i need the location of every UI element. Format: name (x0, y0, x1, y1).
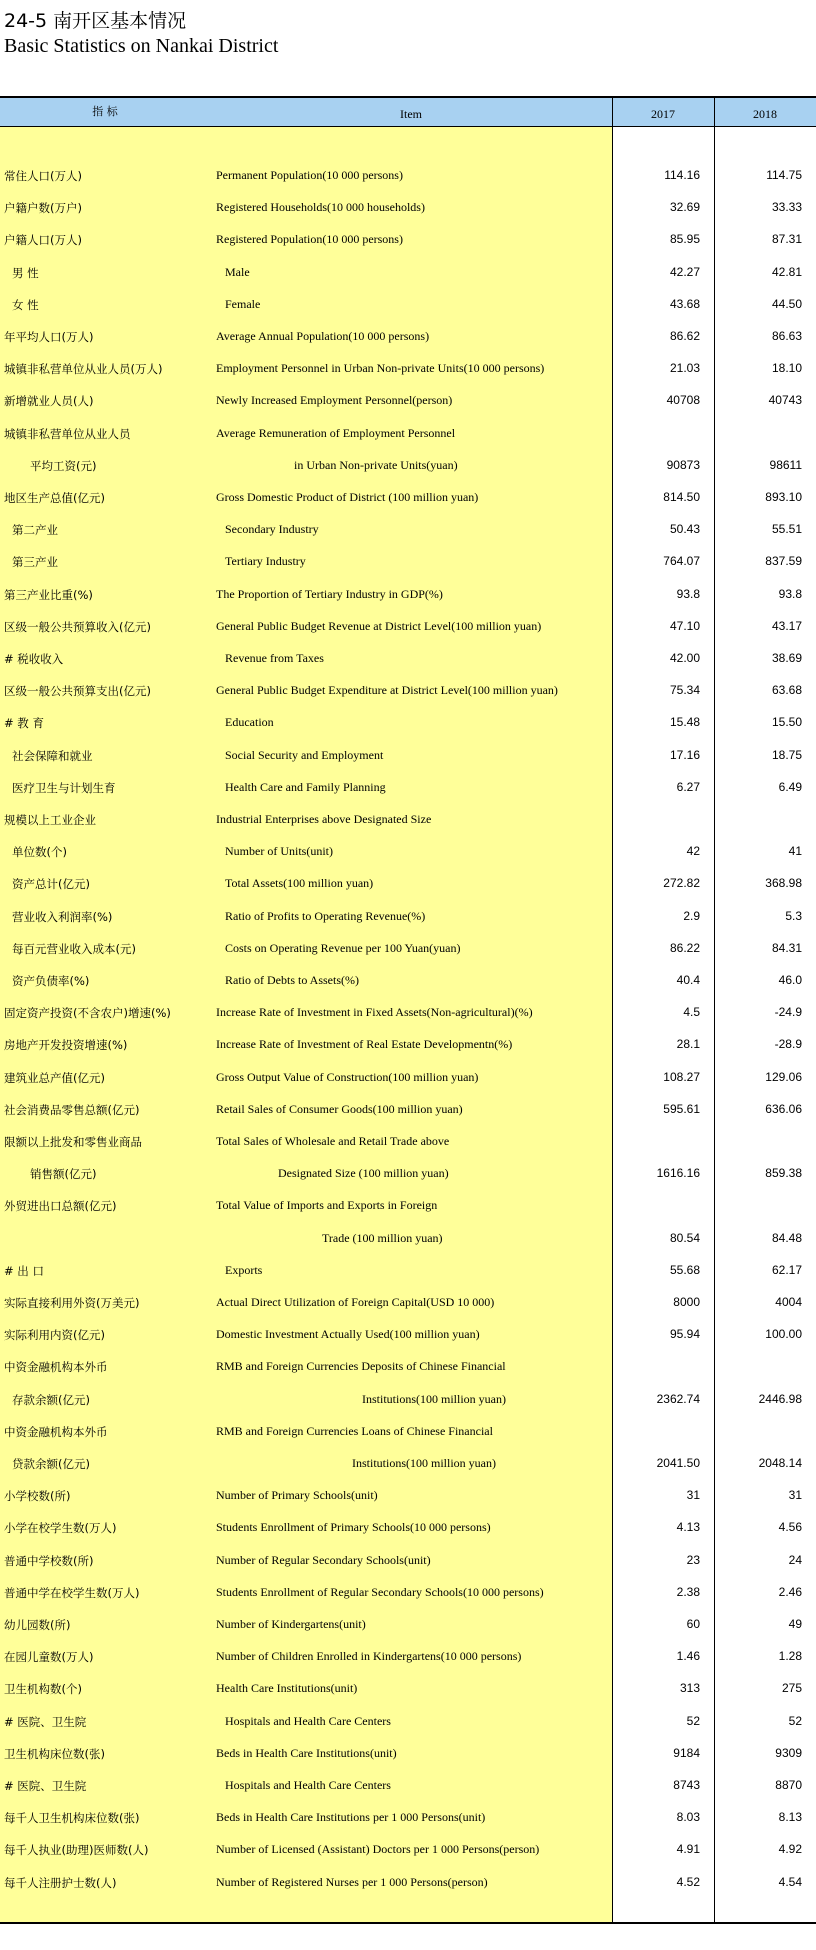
indicator-english: Male (225, 265, 250, 279)
table-row (0, 1647, 816, 1667)
value-2017: 1616.16 (656, 1166, 700, 1180)
indicator-english: Revenue from Taxes (225, 651, 324, 665)
indicator-chinese: 户籍户数(万户) (4, 201, 82, 215)
indicator-chinese: 小学在校学生数(万人) (4, 1521, 117, 1535)
indicator-chinese: 存款余额(亿元) (12, 1393, 90, 1407)
table-row (0, 1873, 816, 1893)
value-2018: 1.28 (778, 1649, 802, 1663)
value-2017: 47.10 (669, 619, 700, 633)
indicator-english: Industrial Enterprises above Designated Size (216, 812, 432, 826)
value-2017: 108.27 (663, 1070, 700, 1084)
value-2017: 85.95 (669, 232, 700, 246)
table-row (0, 1551, 816, 1571)
indicator-english: Ratio of Debts to Assets(%) (225, 973, 359, 987)
table-row (0, 166, 816, 186)
table-row (0, 1357, 816, 1377)
table-row (0, 810, 816, 830)
indicator-chinese: 单位数(个) (12, 845, 67, 859)
value-2018: 8.13 (778, 1810, 802, 1824)
value-2017: 80.54 (669, 1231, 700, 1245)
indicator-chinese: 每百元营业收入成本(元) (12, 942, 136, 956)
value-2017: 2041.50 (656, 1456, 700, 1470)
indicator-chinese: 新增就业人员(人) (4, 394, 94, 408)
value-2017: 50.43 (669, 522, 700, 536)
table-row (0, 1293, 816, 1313)
value-2017: 8.03 (676, 1810, 700, 1824)
indicator-chinese: 固定资产投资(不含农户)增速(%) (4, 1006, 171, 1020)
table-row (0, 327, 816, 347)
indicator-chinese: 年平均人口(万人) (4, 330, 94, 344)
indicator-chinese: # 税收收入 (4, 652, 64, 666)
indicator-english: Number of Kindergartens(unit) (216, 1617, 366, 1631)
indicator-chinese: 实际利用内资(亿元) (4, 1328, 105, 1342)
table-row (0, 1164, 816, 1184)
value-2018: 636.06 (765, 1102, 802, 1116)
indicator-english: Institutions(100 million yuan) (352, 1456, 496, 1470)
value-2018: 4.54 (778, 1875, 802, 1889)
value-2018: 93.8 (778, 587, 802, 601)
value-2018: 4.56 (778, 1520, 802, 1534)
indicator-english: Ratio of Profits to Operating Revenue(%) (225, 909, 426, 923)
value-2017: 814.50 (663, 490, 700, 504)
table-row (0, 230, 816, 250)
value-2018: 98611 (769, 458, 802, 472)
indicator-chinese: 房地产开发投资增速(%) (4, 1038, 128, 1052)
value-2018: 52 (788, 1714, 802, 1728)
value-2017: 75.34 (669, 683, 700, 697)
value-2017: 55.68 (669, 1263, 700, 1277)
value-2017: 43.68 (669, 297, 700, 311)
indicator-english: Hospitals and Health Care Centers (225, 1778, 391, 1792)
indicator-chinese: 地区生产总值(亿元) (4, 491, 105, 505)
table-row (0, 1518, 816, 1538)
table-header (0, 98, 816, 127)
indicator-english: Gross Output Value of Construction(100 million yuan) (216, 1070, 479, 1084)
indicator-english: Number of Licensed (Assistant) Doctors per 1 000 Persons(person) (216, 1842, 540, 1856)
value-2018: 62.17 (771, 1263, 802, 1277)
indicator-english: Tertiary Industry (225, 554, 306, 568)
table-row (0, 1390, 816, 1410)
value-2018: 46.0 (778, 973, 802, 987)
value-2018: 5.3 (785, 909, 802, 923)
indicator-chinese: 第二产业 (12, 523, 58, 537)
value-2017: 114.16 (664, 168, 700, 182)
value-2018: 100.00 (765, 1327, 802, 1341)
table-row (0, 552, 816, 572)
indicator-chinese: 区级一般公共预算支出(亿元) (4, 684, 151, 698)
indicator-chinese: 卫生机构数(个) (4, 1682, 82, 1696)
indicator-chinese: 中资金融机构本外币 (4, 1425, 108, 1439)
table-row (0, 907, 816, 927)
indicator-english: Total Sales of Wholesale and Retail Trade above (216, 1134, 450, 1148)
table-row (0, 585, 816, 605)
value-2018: 84.48 (771, 1231, 802, 1245)
table-row (0, 1776, 816, 1796)
indicator-english: Total Value of Imports and Exports in Foreign (216, 1198, 438, 1212)
value-2017: 2.38 (676, 1585, 700, 1599)
indicator-chinese: 资产总计(亿元) (12, 877, 90, 891)
table-title-chinese: 24-5 南开区基本情况 (4, 10, 187, 32)
indicator-chinese: 每千人注册护士数(人) (4, 1876, 117, 1890)
indicator-chinese: # 医院、卫生院 (4, 1715, 87, 1729)
value-2017: 86.22 (669, 941, 700, 955)
value-2017: 272.82 (663, 876, 700, 890)
value-2017: 42.00 (669, 651, 700, 665)
table-row (0, 778, 816, 798)
indicator-english: RMB and Foreign Currencies Deposits of Chinese Financial (216, 1359, 506, 1373)
indicator-chinese: # 出 口 (4, 1264, 44, 1278)
indicator-english: Average Remuneration of Employment Personnel (216, 426, 456, 440)
value-2017: 42.27 (669, 265, 700, 279)
table-row (0, 1261, 816, 1281)
indicator-english: Students Enrollment of Primary Schools(10 000 persons) (216, 1520, 491, 1534)
indicator-english: Number of Children Enrolled in Kindergartens(10 000 persons) (216, 1649, 522, 1663)
value-2018: 44.50 (771, 297, 802, 311)
indicator-english: The Proportion of Tertiary Industry in GDP(%) (216, 587, 443, 601)
value-2018: 41 (788, 844, 802, 858)
indicator-chinese: 城镇非私营单位从业人员(万人) (4, 362, 163, 376)
indicator-english: Number of Units(unit) (225, 844, 333, 858)
value-2018: 87.31 (771, 232, 802, 246)
table-bottom-rule (0, 1922, 816, 1924)
value-2017: 52 (686, 1714, 700, 1728)
table-row (0, 1454, 816, 1474)
value-2017: 4.52 (676, 1875, 700, 1889)
indicator-chinese: 营业收入利润率(%) (12, 910, 113, 924)
value-2018: 114.75 (766, 168, 802, 182)
value-2017: 40708 (666, 393, 700, 407)
indicator-english: Health Care and Family Planning (225, 780, 386, 794)
table-row (0, 1100, 816, 1120)
indicator-chinese: 中资金融机构本外币 (4, 1360, 108, 1374)
value-2018: 129.06 (765, 1070, 802, 1084)
value-2017: 313 (679, 1681, 700, 1695)
table-row (0, 1679, 816, 1699)
table-row (0, 681, 816, 701)
value-2018: 2048.14 (758, 1456, 802, 1470)
table-row (0, 874, 816, 894)
indicator-chinese: 第三产业 (12, 555, 58, 569)
indicator-english: Students Enrollment of Regular Secondary Schools(10 000 persons) (216, 1585, 544, 1599)
table-row (0, 842, 816, 862)
value-2017: 1.46 (676, 1649, 700, 1663)
value-2018: 63.68 (771, 683, 802, 697)
indicator-chinese: 贷款余额(亿元) (12, 1457, 90, 1471)
indicator-chinese: 普通中学在校学生数(万人) (4, 1586, 140, 1600)
value-2017: 764.07 (663, 554, 700, 568)
table-row (0, 1035, 816, 1055)
value-2018: 837.59 (765, 554, 802, 568)
indicator-chinese: 每千人卫生机构床位数(张) (4, 1811, 140, 1825)
indicator-chinese: 每千人执业(助理)医师数(人) (4, 1843, 149, 1857)
value-2017: 9184 (673, 1746, 700, 1760)
indicator-english: Permanent Population(10 000 persons) (216, 168, 403, 182)
value-2018: 368.98 (765, 876, 802, 890)
indicator-chinese: 小学校数(所) (4, 1489, 71, 1503)
indicator-chinese: 男 性 (12, 266, 39, 280)
table-title-english: Basic Statistics on Nankai District (4, 35, 279, 57)
value-2017: 31 (686, 1488, 700, 1502)
indicator-english: Health Care Institutions(unit) (216, 1681, 358, 1695)
indicator-english: Beds in Health Care Institutions(unit) (216, 1746, 397, 1760)
header-year-2018: 2018 (753, 107, 777, 121)
table-row (0, 1068, 816, 1088)
value-2017: 86.62 (669, 329, 700, 343)
indicator-chinese: 实际直接利用外资(万美元) (4, 1296, 140, 1310)
value-2018: 893.10 (765, 490, 802, 504)
table-row (0, 713, 816, 733)
indicator-chinese: 建筑业总产值(亿元) (4, 1071, 105, 1085)
value-2018: 42.81 (771, 265, 802, 279)
indicator-english: Secondary Industry (225, 522, 319, 536)
value-2018: 4.92 (778, 1842, 802, 1856)
indicator-english: Increase Rate of Investment of Real Estate Developmentn(%) (216, 1037, 513, 1051)
indicator-english: Designated Size (100 million yuan) (278, 1166, 449, 1180)
value-2018: 86.63 (771, 329, 802, 343)
value-2017: 2.9 (683, 909, 700, 923)
indicator-chinese: # 医院、卫生院 (4, 1779, 87, 1793)
indicator-chinese: 社会消费品零售总额(亿元) (4, 1103, 140, 1117)
header-item: Item (400, 107, 422, 121)
indicator-english: Gross Domestic Product of District (100 million yuan) (216, 490, 479, 504)
table-row (0, 1486, 816, 1506)
table-row (0, 746, 816, 766)
value-2018: 18.75 (771, 748, 802, 762)
indicator-english: General Public Budget Expenditure at District Level(100 million yuan) (216, 683, 558, 697)
table-row (0, 263, 816, 283)
indicator-chinese: 规模以上工业企业 (4, 813, 96, 827)
indicator-english: Employment Personnel in Urban Non-private Units(10 000 persons) (216, 361, 545, 375)
indicator-english: Female (225, 297, 261, 311)
value-2017: 6.27 (676, 780, 700, 794)
value-2017: 8743 (673, 1778, 700, 1792)
table-row (0, 1615, 816, 1635)
value-2017: 21.03 (669, 361, 700, 375)
table-row (0, 939, 816, 959)
table-row (0, 456, 816, 476)
value-2017: 90873 (666, 458, 700, 472)
indicator-english: Number of Primary Schools(unit) (216, 1488, 378, 1502)
indicator-chinese: 在园儿童数(万人) (4, 1650, 94, 1664)
table-row (0, 1744, 816, 1764)
value-2017: 42 (686, 844, 700, 858)
indicator-english: Costs on Operating Revenue per 100 Yuan(yuan) (225, 941, 461, 955)
value-2017: 2362.74 (656, 1392, 700, 1406)
value-2018: 49 (788, 1617, 802, 1631)
value-2018: 18.10 (771, 361, 802, 375)
indicator-english: RMB and Foreign Currencies Loans of Chinese Financial (216, 1424, 493, 1438)
indicator-english: Newly Increased Employment Personnel(person) (216, 393, 453, 407)
value-2017: 60 (686, 1617, 700, 1631)
table-row (0, 1422, 816, 1442)
value-2018: 43.17 (771, 619, 802, 633)
table-row (0, 391, 816, 411)
value-2017: 95.94 (669, 1327, 700, 1341)
table-row (0, 520, 816, 540)
value-2017: 595.61 (663, 1102, 700, 1116)
indicator-chinese: 卫生机构床位数(张) (4, 1747, 105, 1761)
header-year-2017: 2017 (651, 107, 675, 121)
indicator-english: Beds in Health Care Institutions per 1 000 Persons(unit) (216, 1810, 486, 1824)
value-2018: -28.9 (774, 1037, 802, 1051)
indicator-english: Registered Population(10 000 persons) (216, 232, 403, 246)
table-row (0, 198, 816, 218)
value-2018: 55.51 (771, 522, 802, 536)
indicator-english: Education (225, 715, 274, 729)
value-2018: 33.33 (771, 200, 802, 214)
indicator-english: Trade (100 million yuan) (322, 1231, 443, 1245)
indicator-english: Retail Sales of Consumer Goods(100 million yuan) (216, 1102, 463, 1116)
indicator-english: Social Security and Employment (225, 748, 384, 762)
value-2018: 84.31 (771, 941, 802, 955)
value-2018: 9309 (775, 1746, 802, 1760)
table-row (0, 1583, 816, 1603)
table-row (0, 617, 816, 637)
value-2018: 15.50 (771, 715, 802, 729)
indicator-english: Number of Registered Nurses per 1 000 Persons(person) (216, 1875, 488, 1889)
indicator-chinese: 区级一般公共预算收入(亿元) (4, 620, 151, 634)
indicator-chinese: 城镇非私营单位从业人员 (4, 427, 131, 441)
value-2017: 4.5 (683, 1005, 700, 1019)
table-row (0, 295, 816, 315)
value-2018: 2446.98 (758, 1392, 802, 1406)
table-row (0, 1132, 816, 1152)
value-2017: 15.48 (669, 715, 700, 729)
indicator-english: in Urban Non-private Units(yuan) (294, 458, 458, 472)
value-2018: -24.9 (774, 1005, 802, 1019)
indicator-chinese: 销售额(亿元) (30, 1167, 97, 1181)
indicator-english: Actual Direct Utilization of Foreign Capital(USD 10 000) (216, 1295, 495, 1309)
value-2017: 32.69 (669, 200, 700, 214)
indicator-english: Total Assets(100 million yuan) (225, 876, 374, 890)
table-row (0, 1229, 816, 1249)
value-2017: 4.13 (676, 1520, 700, 1534)
value-2017: 93.8 (676, 587, 700, 601)
indicator-chinese: 限额以上批发和零售业商品 (4, 1135, 142, 1149)
indicator-chinese: 平均工资(元) (30, 459, 97, 473)
value-2018: 6.49 (778, 780, 802, 794)
value-2018: 4004 (775, 1295, 802, 1309)
value-2017: 17.16 (669, 748, 700, 762)
indicator-chinese: 幼儿园数(所) (4, 1618, 71, 1632)
indicator-chinese: 外贸进出口总额(亿元) (4, 1199, 117, 1213)
value-2018: 38.69 (771, 651, 802, 665)
table-row (0, 971, 816, 991)
indicator-chinese: # 教 育 (4, 716, 44, 730)
indicator-english: Increase Rate of Investment in Fixed Assets(Non-agricultural)(%) (216, 1005, 533, 1019)
indicator-english: Domestic Investment Actually Used(100 million yuan) (216, 1327, 480, 1341)
table-row (0, 359, 816, 379)
table-row (0, 1840, 816, 1860)
value-2018: 24 (788, 1553, 802, 1567)
indicator-chinese: 社会保障和就业 (12, 749, 93, 763)
indicator-english: Number of Regular Secondary Schools(unit) (216, 1553, 431, 1567)
table-row (0, 424, 816, 444)
value-2018: 859.38 (765, 1166, 802, 1180)
value-2018: 31 (788, 1488, 802, 1502)
indicator-chinese: 户籍人口(万人) (4, 233, 82, 247)
table-row (0, 1808, 816, 1828)
indicator-chinese: 常住人口(万人) (4, 169, 82, 183)
header-indicator: 指 标 (92, 105, 118, 118)
table-row (0, 1196, 816, 1216)
indicator-chinese: 医疗卫生与计划生育 (12, 781, 116, 795)
value-2018: 275 (781, 1681, 802, 1695)
indicator-english: Institutions(100 million yuan) (362, 1392, 506, 1406)
indicator-english: Registered Households(10 000 households) (216, 200, 425, 214)
value-2017: 40.4 (676, 973, 700, 987)
value-2018: 8870 (775, 1778, 802, 1792)
table-row (0, 1003, 816, 1023)
indicator-english: Average Annual Population(10 000 persons) (216, 329, 430, 343)
table-row (0, 1712, 816, 1732)
indicator-chinese: 第三产业比重(%) (4, 588, 93, 602)
indicator-chinese: 资产负债率(%) (12, 974, 90, 988)
table-row (0, 488, 816, 508)
indicator-chinese: 女 性 (12, 298, 39, 312)
indicator-chinese: 普通中学校数(所) (4, 1554, 94, 1568)
value-2018: 2.46 (778, 1585, 802, 1599)
value-2017: 28.1 (676, 1037, 700, 1051)
value-2018: 40743 (768, 393, 802, 407)
value-2017: 8000 (673, 1295, 700, 1309)
indicator-english: General Public Budget Revenue at District Level(100 million yuan) (216, 619, 542, 633)
value-2017: 4.91 (676, 1842, 700, 1856)
value-2017: 23 (686, 1553, 700, 1567)
indicator-english: Exports (225, 1263, 263, 1277)
table-row (0, 649, 816, 669)
indicator-english: Hospitals and Health Care Centers (225, 1714, 391, 1728)
table-row (0, 1325, 816, 1345)
